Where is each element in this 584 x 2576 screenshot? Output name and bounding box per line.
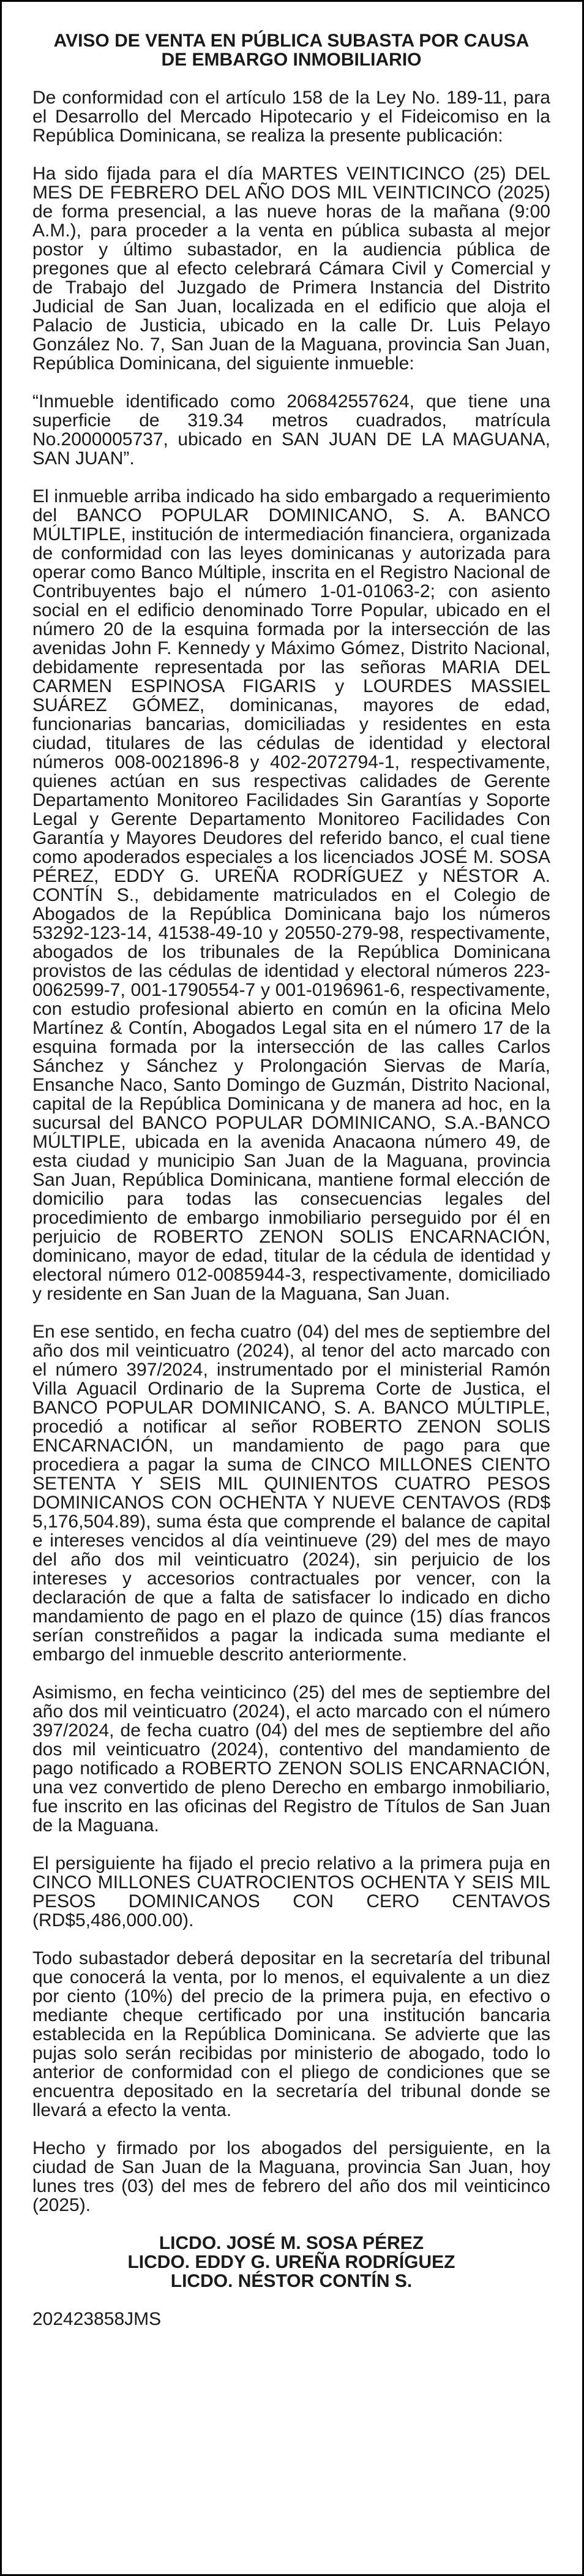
auction-date-paragraph: Ha sido fijada para el día MARTES VEINTICINCO (25) DEL MES DE FEBRERO DEL AÑO DOS MIL VEINTICINCO (2025) de forma presencial, a las nueve horas de la mañana (9:00 A.M.), para proceder a la venta en pública subasta al mejor postor y último subastador, en la audiencia pública de pregones que al efecto celebrará Cámara Civil y Comercial y de Trabajo del Juzgado de Primera Instancia del Distrito Judicial de San Juan, localizada en el edificio que aloja el Palacio de Justicia, ubicado en la calle Dr. Luis Pelayo González No. 7, San Juan de la Maguana, provincia San Juan, República Dominicana, del siguiente inmueble: bbox=[32, 164, 550, 374]
reference-code: 202423858JMS bbox=[32, 2309, 162, 2329]
bidder-deposit-paragraph: Todo subastador deberá depositar en la secretaría del tribunal que conocerá la venta, por lo menos, el equivalente a un diez por ciento (10%) del precio de la primera puja, en efectivo o mediante cheque certificado por una institución bancaria establecida en la República Dominicana. Se advierte que las pujas solo serán recibidas por ministerio de abogado, todo lo anterior de conformidad con el pliego de condiciones que se encuentra depositado en la secretaría del tribunal donde se llevará a efecto la venta. bbox=[32, 1948, 550, 2120]
first-bid-price-paragraph: El persiguiente ha fijado el precio relativo a la primera puja en CINCO MILLONES CUATROCIENTOS OCHENTA Y SEIS MIL PESOS DOMINICANOS CON CERO CENTAVOS (RD$5,486,000.00). bbox=[32, 1853, 550, 1930]
notice-title-line-1: AVISO DE VENTA EN PÚBLICA SUBASTA POR CAUSA bbox=[53, 31, 530, 51]
signers-block bbox=[32, 2234, 550, 2291]
payment-demand-paragraph: En ese sentido, en fecha cuatro (04) del mes de septiembre del año dos mil veinticuatro (2024), al tenor del acto marcado con el número 397/2024, instrumentado por el ministerial Ramón Villa Aguacil Ordinario de la Suprema Corte de Justica, el BANCO POPULAR DOMINICANO, S. A. BANCO MÚLTIPLE, procedió a notificar al señor ROBERTO ZENON SOLIS ENCARNACIÓN, un mandamiento de pago para que procediera a pagar la suma de CINCO MILLONES CIENTO SETENTA Y SEIS MIL QUINIENTOS CUATRO PESOS DOMINICANOS CON OCHENTA Y NUEVE CENTAVOS (RD$ 5,176,504.89), suma ésta que comprende el balance de capital e intereses vencidos al día veintinueve (29) del mes de mayo del año dos mil veinticuatro (2024), sin perjuicio de los intereses y accesorios contractuales por vencer, con la declaración de que a falta de satisfacer lo indicado en dicho mandamiento de pago en el plazo de quince (15) días francos serían constreñidos a pagar la indicada suma mediante el embargo del inmueble descrito anteriormente. bbox=[32, 1322, 550, 1665]
signer-name: LICDO. EDDY G. UREÑA RODRÍGUEZ bbox=[127, 2252, 455, 2272]
signing-statement-paragraph: Hecho y firmado por los abogados del persiguiente, en la ciudad de San Juan de la Maguana, provincia San Juan, hoy lunes tres (03) del mes de febrero del año dos mil veinticinco (2025). bbox=[32, 2138, 550, 2215]
legal-basis-paragraph: De conformidad con el artículo 158 de la Ley No. 189-11, para el Desarrollo del Mercado Hipotecario y el Fideicomiso en la República Dominicana, se realiza la presente publicación: bbox=[32, 88, 550, 146]
registration-paragraph: Asimismo, en fecha veinticinco (25) del mes de septiembre del año dos mil veinticuatro (2024), el acto marcado con el número 397/2024, de fecha cuatro (04) del mes de septiembre del año dos mil veinticuatro (2024), contentivo del mandamiento de pago notificado a ROBERTO ZENON SOLIS ENCARNACIÓN, una vez convertido de pleno Derecho en embargo inmobiliario, fue inscrito en las oficinas del Registro de Títulos de San Juan de la Maguana. bbox=[32, 1682, 550, 1836]
signer-name: LICDO. JOSÉ M. SOSA PÉREZ bbox=[159, 2233, 424, 2253]
notice-title bbox=[32, 31, 550, 69]
seizing-party-paragraph: El inmueble arriba indicado ha sido embargado a requerimiento del BANCO POPULAR DOMINICANO, S. A. BANCO MÚLTIPLE, institución de intermediación financiera, organizada de conformidad con las leyes dominicanas y autorizada para operar como Banco Múltiple, inscrita en el Registro Nacional de Contribuyentes bajo el número 1-01-01063-2; con asiento social en el edificio denominado Torre Popular, ubicado en el número 20 de la esquina formada por la intersección de las avenidas John F. Kennedy y Máximo Gómez, Distrito Nacional, debidamente representada por las señoras MARIA DEL CARMEN ESPINOSA FIGARIS y LOURDES MASSIEL SUÁREZ GÓMEZ, dominicanas, mayores de edad, funcionarias bancarias, domiciliadas y residentes en esta ciudad, titulares de las cédulas de identidad y electoral números 008-0021896-8 y 402-2072794-1, respectivamente, quienes actúan en sus respectivas calidades de Gerente Departamento Monitoreo Facilidades Sin Garantías y Soporte Legal y Gerente Departamento Monitoreo Facilidades Con Garantía y Mayores Deudores del referido banco, el cual tiene como apoderados especiales a los licenciados JOSÉ M. SOSA PÉREZ, EDDY G. UREÑA RODRÍGUEZ y NÉSTOR A. CONTÍN S., debidamente matriculados en el Colegio de Abogados de la República Dominicana bajo los números 53292-123-14, 41538-49-10 y 20550-279-98, respectivamente, abogados de los tribunales de la República Dominicana provistos de las cédulas de identidad y electoral números 223-0062599-7, 001-1790554-7 y 001-0196961-6, respectivamente, con estudio profesional abierto en común en la oficina Melo Martínez & Contín, Abogados Legal sita en el número 17 de la esquina formada por la intersección de las calles Carlos Sánchez y Sánchez y Prolongación Siervas de María, Ensanche Naco, Santo Domingo de Guzmán, Distrito Nacional, capital de la República Dominicana y de manera ad hoc, en la sucursal del BANCO POPULAR DOMINICANO, S.A.-BANCO MÚLTIPLE, ubicada en la avenida Anacaona número 49, de esta ciudad y municipio San Juan de la Maguana, provincia San Juan, República Dominicana, mantiene formal elección de domicilio para todas las consecuencias legales del procedimiento de embargo inmobiliario perseguido por él en perjuicio de ROBERTO ZENON SOLIS ENCARNACIÓN, dominicano, mayor de edad, titular de la cédula de identidad y electoral número 012-0085944-3, respectivamente, domiciliado y residente en San Juan de la Maguana, San Juan. bbox=[32, 486, 550, 1304]
signer-name: LICDO. NÉSTOR CONTÍN S. bbox=[170, 2271, 413, 2291]
notice-title-line-2: DE EMBARGO INMOBILIARIO bbox=[161, 50, 422, 70]
property-description-paragraph: “Inmueble identificado como 206842557624, que tiene una superficie de 319.34 metros cuadrados, matrícula No.2000005737, ubicado en SAN JUAN DE LA MAGUANA, SAN JUAN”. bbox=[32, 391, 550, 469]
